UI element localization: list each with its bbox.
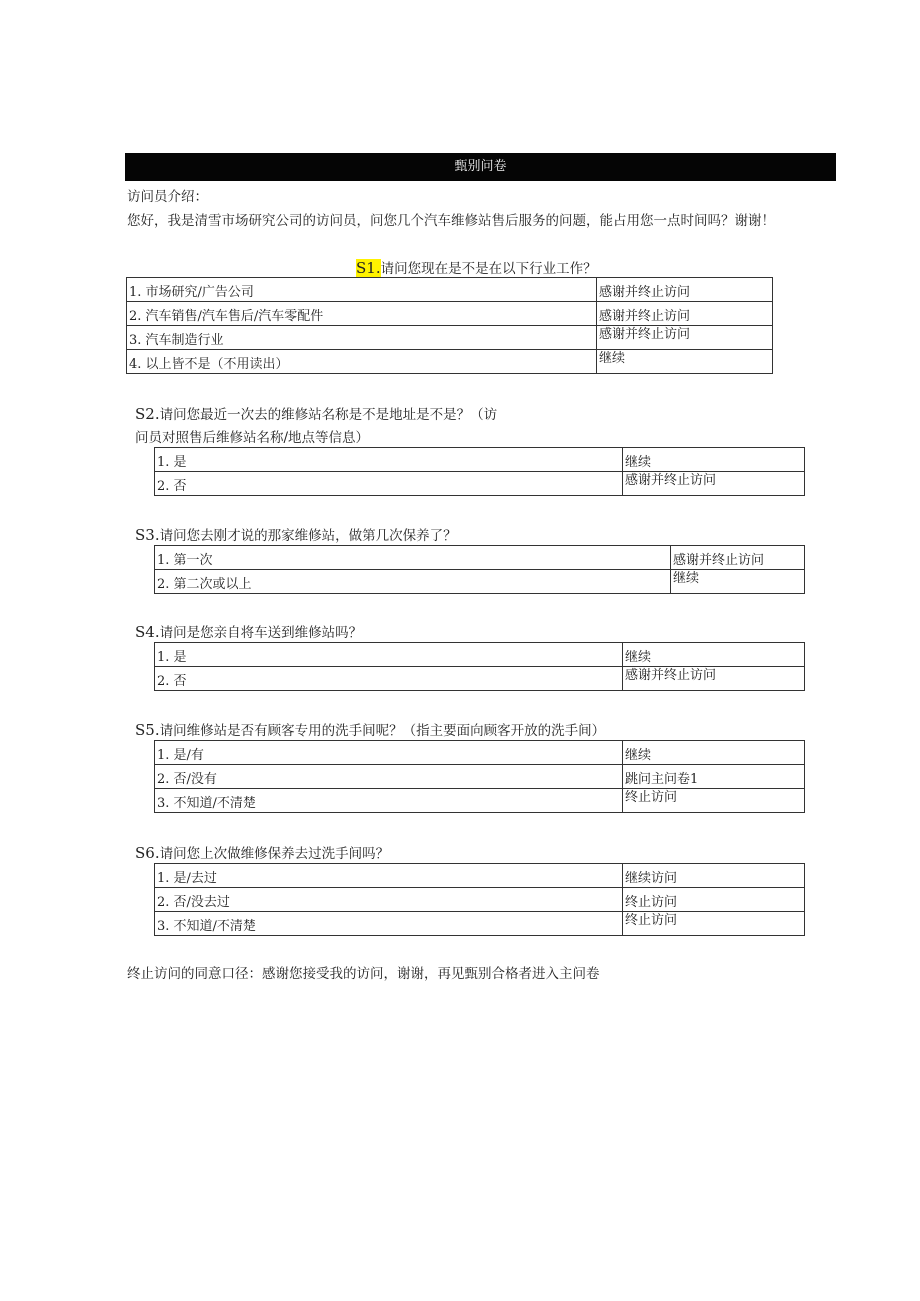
options-table-s2 [154, 447, 805, 496]
option-label: 1. 是 [155, 448, 623, 472]
option-label: 1. 是/去过 [155, 864, 623, 888]
option-label: 2. 否/没有 [155, 765, 623, 789]
option-label: 2. 否 [155, 472, 623, 496]
options-table-s6 [154, 863, 805, 936]
question-text: 请问您最近一次去的维修站名称是不是地址是不是？（访 [159, 407, 498, 423]
table-row [155, 888, 805, 912]
question-text: 请问您去刚才说的那家维修站，做第几次保养了？ [159, 528, 457, 544]
option-action: 继续 [623, 741, 805, 765]
questionnaire-title: 甄别问卷 [125, 153, 836, 181]
table-row [155, 912, 805, 936]
option-action: 继续 [623, 448, 805, 472]
question-text: 请问维修站是否有顾客专用的洗手间呢？（指主要面向顾客开放的洗手间） [159, 723, 606, 739]
table-row [155, 789, 805, 813]
option-label: 1. 第一次 [155, 546, 671, 570]
table-row [155, 448, 805, 472]
question-prefix: S1. [356, 259, 381, 277]
option-action: 感谢并终止访问 [597, 302, 773, 326]
question-prefix: S3. [135, 526, 160, 544]
question-s2-continued: 问员对照售后维修站名称/地点等信息） [135, 430, 370, 446]
option-action: 继续访问 [623, 864, 805, 888]
question-text: 请问您上次做维修保养去过洗手间吗？ [159, 846, 390, 862]
table-row [155, 864, 805, 888]
option-action: 感谢并终止访问 [623, 667, 805, 691]
options-table-s1 [126, 277, 773, 374]
table-row [155, 741, 805, 765]
option-label: 2. 否 [155, 667, 623, 691]
question-prefix: S4. [135, 623, 160, 641]
question-prefix: S5. [135, 721, 160, 739]
table-row [155, 546, 805, 570]
question-s3 [135, 526, 457, 545]
option-action: 终止访问 [623, 888, 805, 912]
table-row [155, 765, 805, 789]
option-label: 1. 是 [155, 643, 623, 667]
table-row [127, 350, 773, 374]
option-action: 终止访问 [623, 912, 805, 936]
question-s4 [135, 623, 362, 642]
option-action: 感谢并终止访问 [671, 546, 805, 570]
question-text: 请问您现在是不是在以下行业工作？ [380, 261, 597, 277]
question-s1 [356, 259, 597, 278]
option-label: 2. 第二次或以上 [155, 570, 671, 594]
option-label: 3. 不知道/不清楚 [155, 789, 623, 813]
intro-text: 您好，我是清雪市场研究公司的访问员，问您几个汽车维修站售后服务的问题，能占用您一点时间吗？谢谢！ [127, 213, 775, 229]
table-row [155, 667, 805, 691]
question-s5 [135, 721, 605, 740]
question-s2 [135, 405, 497, 424]
option-action: 终止访问 [623, 789, 805, 813]
table-row [155, 570, 805, 594]
table-row [127, 278, 773, 302]
question-prefix: S2. [135, 405, 160, 423]
option-label: 3. 不知道/不清楚 [155, 912, 623, 936]
option-label: 2. 否/没去过 [155, 888, 623, 912]
table-row [155, 472, 805, 496]
table-row [127, 326, 773, 350]
option-action: 跳问主问卷1 [623, 765, 805, 789]
option-label: 4. 以上皆不是（不用读出） [127, 350, 597, 374]
table-row [155, 643, 805, 667]
question-s6 [135, 844, 389, 863]
option-label: 1. 市场研究/广告公司 [127, 278, 597, 302]
option-label: 2. 汽车销售/汽车售后/汽车零配件 [127, 302, 597, 326]
options-table-s4 [154, 642, 805, 691]
option-label: 3. 汽车制造行业 [127, 326, 597, 350]
option-action: 继续 [597, 350, 773, 374]
intro-label: 访问员介绍： [127, 189, 208, 205]
option-action: 感谢并终止访问 [597, 326, 773, 350]
question-text: 请问是您亲自将车送到维修站吗？ [159, 625, 363, 641]
question-prefix: S6. [135, 844, 160, 862]
option-label: 1. 是/有 [155, 741, 623, 765]
table-row [127, 302, 773, 326]
option-action: 继续 [671, 570, 805, 594]
option-action: 继续 [623, 643, 805, 667]
option-action: 感谢并终止访问 [623, 472, 805, 496]
option-action: 感谢并终止访问 [597, 278, 773, 302]
options-table-s5 [154, 740, 805, 813]
closing-statement: 终止访问的同意口径：感谢您接受我的访问，谢谢，再见甄别合格者进入主问卷 [127, 966, 600, 982]
options-table-s3 [154, 545, 805, 594]
